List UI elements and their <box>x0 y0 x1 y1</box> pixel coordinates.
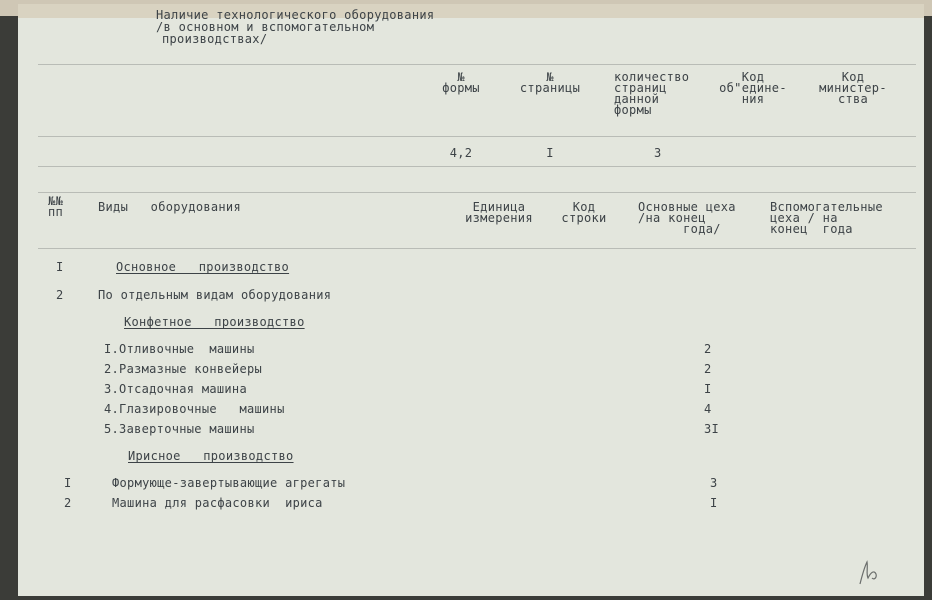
row-candy-3-text: 3.Отсадочная машина <box>104 382 247 396</box>
row-candy-4-text: 4.Глазировочные машины <box>104 402 285 416</box>
row-toffee-1-text: Формующе-завертывающие агрегаты <box>112 476 346 490</box>
top-shadow-band <box>18 4 924 18</box>
row-candy-5-text: 5.Заверточные машины <box>104 422 255 436</box>
row-1-section-title: Основное производство <box>116 260 290 274</box>
row-toffee-2-value: I <box>710 496 718 510</box>
ministry-code-label: Код министер- ства <box>819 70 887 106</box>
row-toffee-1-number: I <box>64 476 72 490</box>
doc-title-line-2: /в основном и вспомогательном <box>156 20 375 34</box>
rule-under-values <box>38 166 916 167</box>
col-kind-header: Виды оборудования <box>98 200 241 214</box>
rule-under-header <box>38 136 916 137</box>
row-candy-5-value: 3I <box>704 422 720 436</box>
row-candy-1-value: 2 <box>704 342 712 356</box>
col-number-header: №№ пп <box>48 194 64 219</box>
row-candy-1-text: I.Отливочные машины <box>104 342 255 356</box>
handwritten-mark-icon <box>856 560 880 586</box>
doc-title-line-1: Наличие технологического оборудования <box>156 8 435 22</box>
row-candy-3-value: I <box>704 382 712 396</box>
page-number-label: № страницы <box>519 70 581 95</box>
page-number-value: I <box>546 146 554 160</box>
row-toffee-2-text: Машина для расфасовки ириса <box>112 496 323 510</box>
rule-above-table <box>38 192 916 193</box>
row-1-number: I <box>56 260 64 274</box>
row-2-number: 2 <box>56 288 64 302</box>
page-count-label: количество страниц данной формы <box>614 70 690 117</box>
page-count-value: 3 <box>654 146 662 160</box>
row-toffee-2-number: 2 <box>64 496 72 510</box>
row-toffee-1-value: 3 <box>710 476 718 490</box>
form-number-value: 4,2 <box>449 146 473 160</box>
col-unit-header: Единица измерения <box>465 200 533 225</box>
doc-title-line-3: производствах/ <box>162 32 268 46</box>
row-candy-4-value: 4 <box>704 402 712 416</box>
col-code-header: Код строки <box>561 200 607 225</box>
form-number-label: № формы <box>442 70 480 95</box>
row-candy-2-value: 2 <box>704 362 712 376</box>
rule-under-table-header <box>38 248 916 249</box>
col-aux-header: Вспомогательные цеха / на конец года <box>770 200 883 236</box>
document-page <box>18 4 924 596</box>
subsection-toffee: Ирисное производство <box>128 449 294 463</box>
col-main-header: Основные цеха /на конец года/ <box>638 200 736 236</box>
association-code-label: Код об"едине- ния <box>719 70 787 106</box>
subsection-candy: Конфетное производство <box>124 315 305 329</box>
row-candy-2-text: 2.Размазные конвейеры <box>104 362 263 376</box>
rule-top <box>38 64 916 65</box>
row-2-text: По отдельным видам оборудования <box>98 288 332 302</box>
